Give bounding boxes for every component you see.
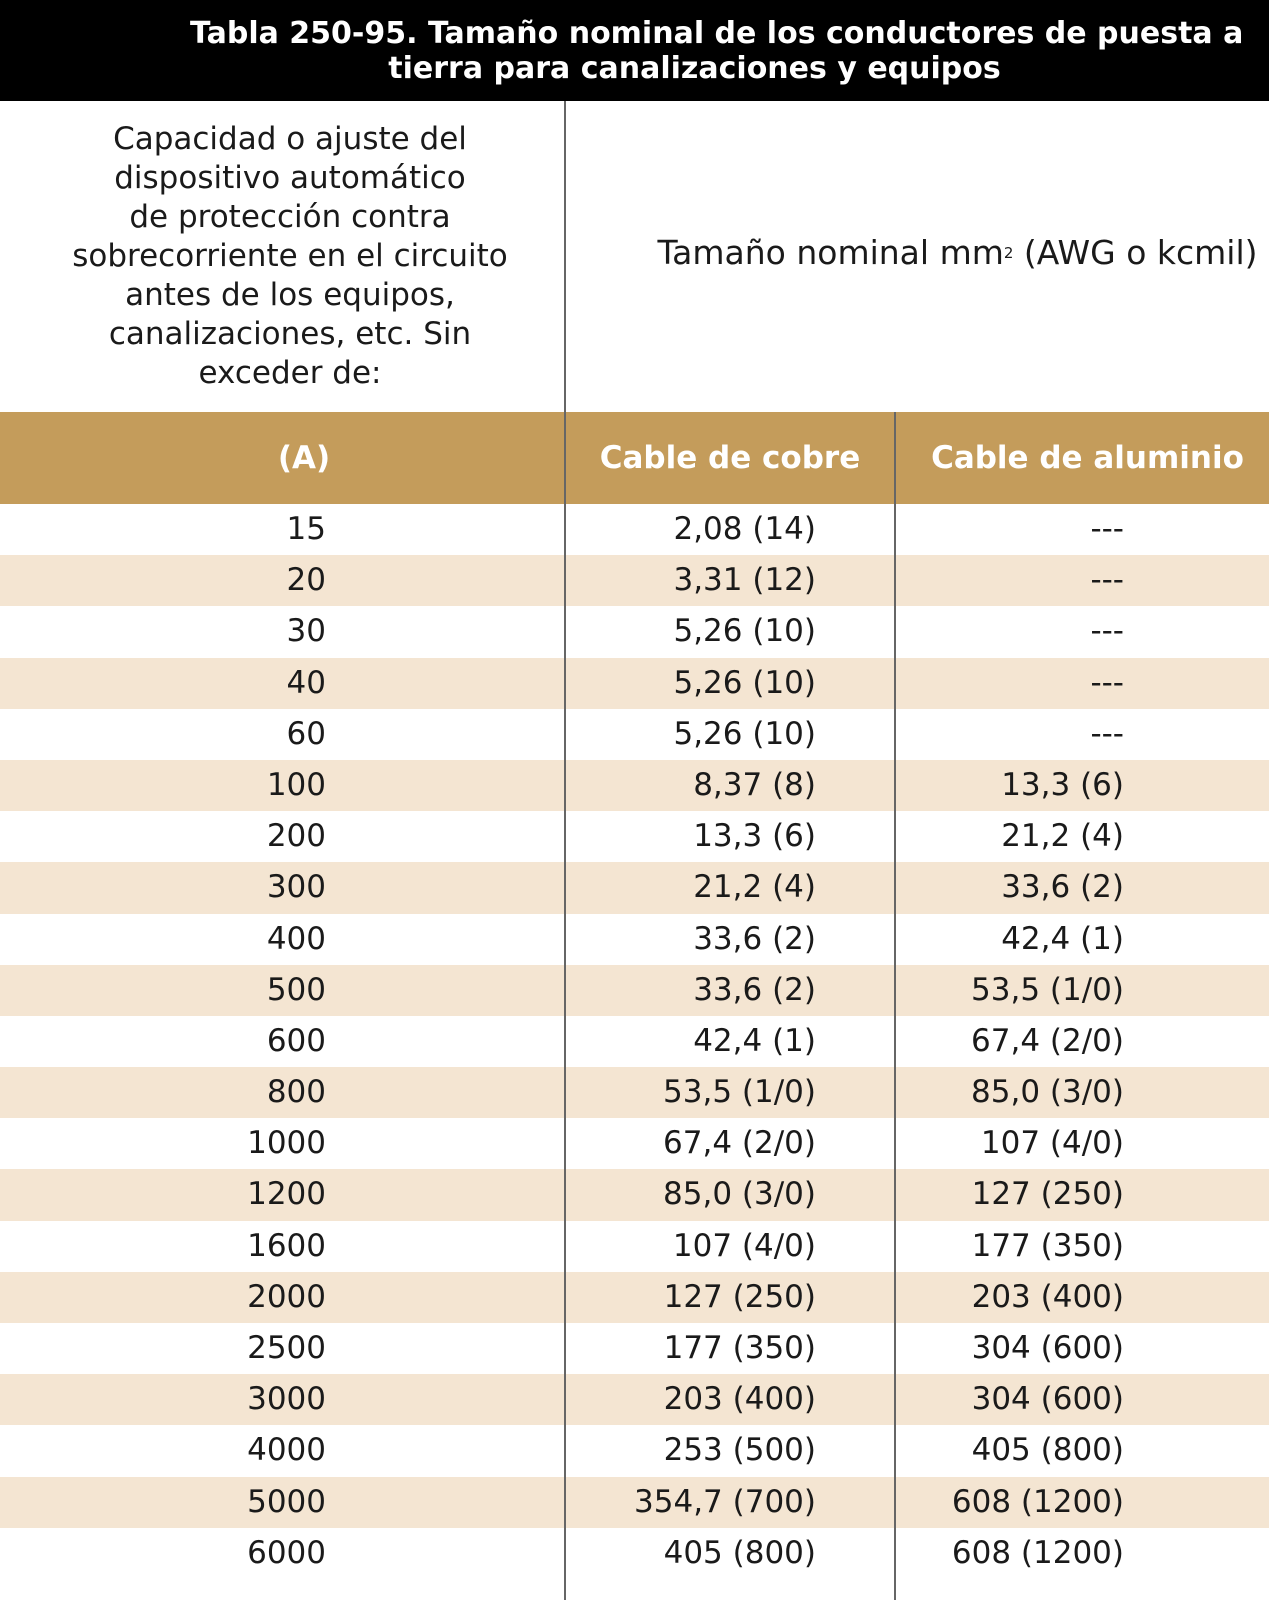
table-row bbox=[0, 1169, 1269, 1220]
table-row bbox=[0, 1323, 1269, 1374]
cell-copper: 177 (350) bbox=[663, 1330, 816, 1366]
cell-amps: 40 bbox=[286, 664, 326, 701]
cell-amps: 100 bbox=[266, 766, 326, 803]
cell-aluminum: 304 (600) bbox=[971, 1330, 1124, 1366]
table-row bbox=[0, 504, 1269, 555]
table-row bbox=[0, 1528, 1269, 1579]
header-nominal-size-sup: 2 bbox=[1003, 243, 1014, 262]
cell-amps: 15 bbox=[286, 511, 326, 547]
cell-copper: 53,5 (1/0) bbox=[663, 1074, 816, 1111]
cell-aluminum: 33,6 (2) bbox=[1001, 869, 1124, 906]
table-row bbox=[0, 606, 1269, 657]
cell-aluminum: 203 (400) bbox=[971, 1278, 1124, 1315]
cell-copper: 42,4 (1) bbox=[693, 1022, 816, 1059]
cell-copper: 354,7 (700) bbox=[634, 1483, 816, 1520]
cell-copper: 405 (800) bbox=[663, 1534, 816, 1571]
cell-amps: 60 bbox=[286, 715, 326, 752]
table-row bbox=[0, 1272, 1269, 1323]
cell-amps: 2000 bbox=[247, 1278, 326, 1315]
column-divider-copper-aluminum bbox=[894, 412, 896, 1600]
table-row bbox=[0, 709, 1269, 760]
cell-amps: 800 bbox=[266, 1074, 326, 1111]
table-row bbox=[0, 1016, 1269, 1067]
cell-aluminum: 608 (1200) bbox=[951, 1483, 1124, 1520]
cell-aluminum: --- bbox=[1090, 613, 1124, 650]
cell-aluminum: 42,4 (1) bbox=[1001, 920, 1124, 957]
cell-amps: 20 bbox=[286, 562, 326, 599]
table-row bbox=[0, 1067, 1269, 1118]
column-divider-main bbox=[564, 101, 566, 1600]
cell-aluminum: 608 (1200) bbox=[951, 1534, 1124, 1571]
cell-copper: 5,26 (10) bbox=[673, 715, 816, 752]
cell-amps: 4000 bbox=[247, 1432, 326, 1469]
table-row bbox=[0, 555, 1269, 606]
cell-amps: 3000 bbox=[247, 1381, 326, 1418]
cell-aluminum: 21,2 (4) bbox=[1001, 818, 1124, 855]
cell-aluminum: 53,5 (1/0) bbox=[971, 971, 1124, 1008]
header-nominal-size-suffix: (AWG o kcmil) bbox=[1013, 233, 1258, 272]
table-title-line-2: tierra para canalizaciones y equipos bbox=[388, 51, 1001, 86]
cell-amps: 1000 bbox=[247, 1125, 326, 1162]
cell-amps: 6000 bbox=[247, 1534, 326, 1571]
cell-copper: 85,0 (3/0) bbox=[663, 1176, 816, 1213]
cell-copper: 5,26 (10) bbox=[673, 664, 816, 701]
table-row bbox=[0, 1425, 1269, 1476]
table-row bbox=[0, 1221, 1269, 1272]
cell-copper: 8,37 (8) bbox=[693, 766, 816, 803]
cell-amps: 5000 bbox=[247, 1483, 326, 1520]
cell-aluminum: 67,4 (2/0) bbox=[971, 1022, 1124, 1059]
header-protection-line: canalizaciones, etc. Sin bbox=[108, 316, 472, 352]
cell-aluminum: 85,0 (3/0) bbox=[971, 1074, 1124, 1111]
cell-copper: 21,2 (4) bbox=[693, 869, 816, 906]
header-nominal-size bbox=[566, 101, 1269, 412]
header-protection-rating bbox=[0, 101, 564, 412]
header-protection-line: de protección contra bbox=[129, 199, 451, 235]
cell-copper: 127 (250) bbox=[663, 1278, 816, 1315]
table-row bbox=[0, 1118, 1269, 1169]
table-row bbox=[0, 914, 1269, 965]
header-protection-line: Capacidad o ajuste del bbox=[113, 121, 467, 157]
header-protection-line: dispositivo automático bbox=[114, 160, 466, 196]
cell-copper: 2,08 (14) bbox=[673, 511, 816, 547]
cell-copper: 107 (4/0) bbox=[672, 1227, 816, 1264]
cell-amps: 600 bbox=[266, 1022, 326, 1059]
cell-aluminum: 177 (350) bbox=[971, 1227, 1124, 1264]
table-row bbox=[0, 1374, 1269, 1425]
header-protection-line: exceder de: bbox=[198, 355, 382, 391]
column-header-amps: (A) bbox=[277, 440, 331, 476]
cell-aluminum: 127 (250) bbox=[971, 1176, 1124, 1213]
table-body bbox=[0, 504, 1269, 1579]
header-protection-line: sobrecorriente en el circuito bbox=[72, 238, 508, 274]
cell-aluminum: --- bbox=[1090, 715, 1124, 752]
cell-aluminum: 107 (4/0) bbox=[980, 1125, 1124, 1162]
table-title bbox=[0, 0, 1269, 101]
table-row bbox=[0, 1477, 1269, 1528]
cell-amps: 1200 bbox=[247, 1176, 326, 1213]
cell-copper: 5,26 (10) bbox=[673, 613, 816, 650]
cell-copper: 253 (500) bbox=[663, 1432, 816, 1469]
column-header-copper: Cable de cobre bbox=[599, 440, 861, 476]
cell-amps: 300 bbox=[266, 869, 326, 906]
cell-copper: 33,6 (2) bbox=[693, 971, 816, 1008]
header-protection-line: antes de los equipos, bbox=[125, 277, 455, 313]
cell-amps: 2500 bbox=[247, 1330, 326, 1366]
cell-amps: 30 bbox=[286, 613, 326, 650]
cell-aluminum: 13,3 (6) bbox=[1001, 766, 1124, 803]
cell-copper: 13,3 (6) bbox=[693, 818, 816, 855]
header-nominal-size-prefix: Tamaño nominal mm bbox=[657, 233, 1004, 272]
column-header-row bbox=[0, 412, 1269, 504]
table-row bbox=[0, 658, 1269, 709]
cell-copper: 33,6 (2) bbox=[693, 920, 816, 957]
cell-amps: 400 bbox=[266, 920, 326, 957]
cell-aluminum: 405 (800) bbox=[971, 1432, 1124, 1469]
cell-copper: 67,4 (2/0) bbox=[663, 1125, 816, 1162]
cell-aluminum: --- bbox=[1090, 511, 1124, 547]
cell-amps: 1600 bbox=[247, 1227, 326, 1264]
table-row bbox=[0, 965, 1269, 1016]
table-row bbox=[0, 862, 1269, 913]
cell-amps: 500 bbox=[266, 971, 326, 1008]
table-row bbox=[0, 760, 1269, 811]
cell-amps: 200 bbox=[266, 818, 326, 855]
table-title-line-1: Tabla 250-95. Tamaño nominal de los conductores de puesta a bbox=[190, 16, 1244, 51]
cell-aluminum: 304 (600) bbox=[971, 1381, 1124, 1418]
cell-copper: 203 (400) bbox=[663, 1381, 816, 1418]
table-row bbox=[0, 811, 1269, 862]
cell-aluminum: --- bbox=[1090, 664, 1124, 701]
column-header-aluminum: Cable de aluminio bbox=[931, 440, 1244, 476]
cell-aluminum: --- bbox=[1090, 562, 1124, 599]
cell-copper: 3,31 (12) bbox=[673, 562, 816, 599]
